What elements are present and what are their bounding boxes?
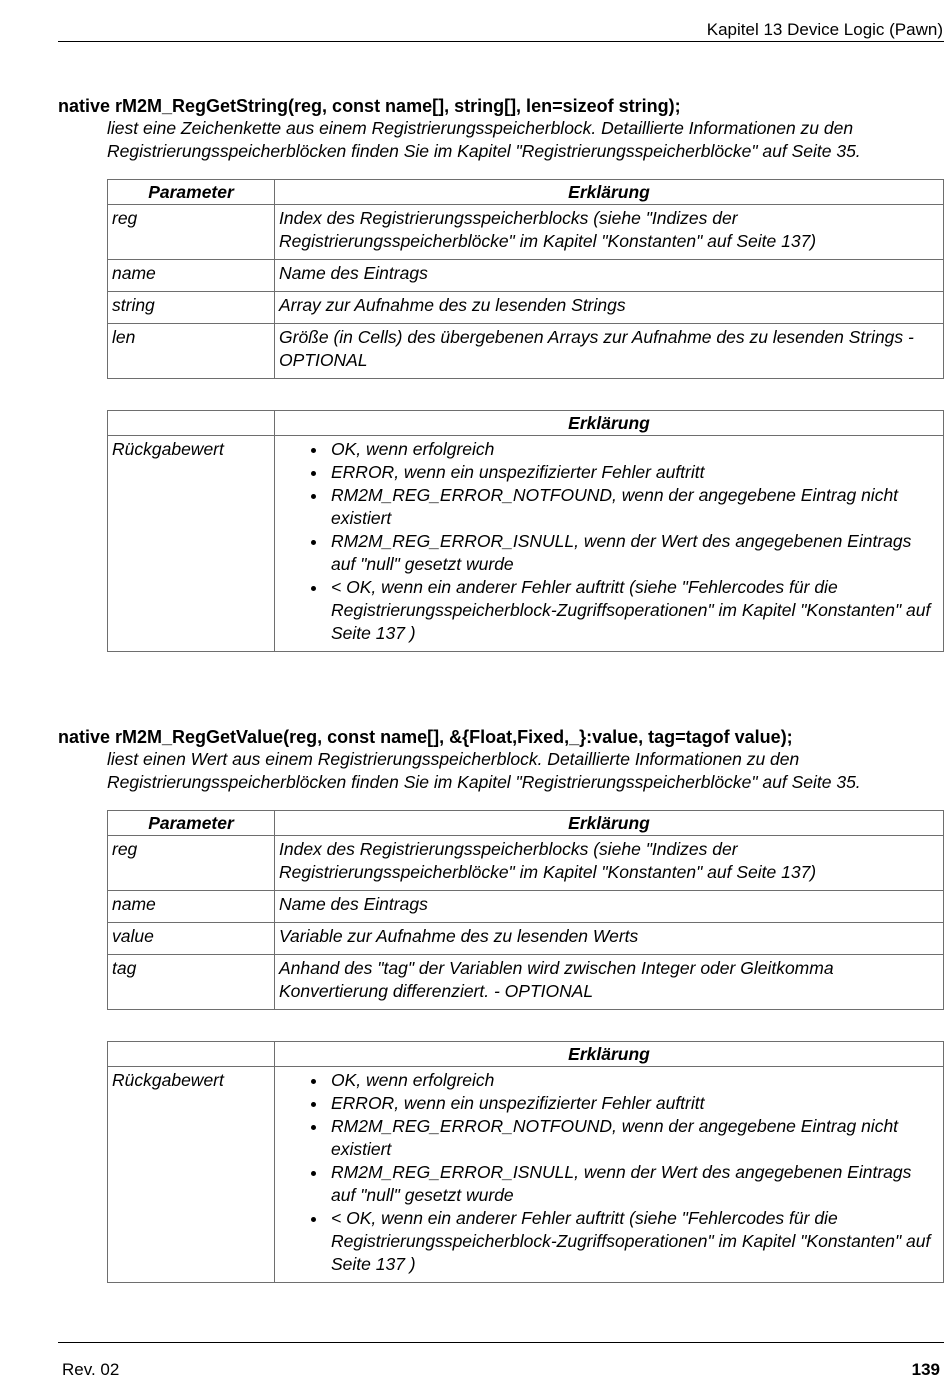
param-name: tag [108,955,275,1010]
return-codes-list [279,1069,938,1276]
function-signature: native rM2M_RegGetValue(reg, const name[], &{Float,Fixed,_}:value, tag=tagof value); [58,727,793,747]
list-item: RM2M_REG_ERROR_ISNULL, wenn der Wert des angegebenen Eintrags auf "null" gesetzt wurde [331,530,938,576]
chapter-title: Kapitel 13 Device Logic (Pawn) [706,20,943,39]
function-signature: native rM2M_RegGetString(reg, const name[], string[], len=sizeof string); [58,96,681,116]
header-erklaerung: Erklärung [275,180,944,205]
param-description: Variable zur Aufnahme des zu lesenden Werts [275,923,944,955]
header-empty-cell [108,411,275,436]
list-item: < OK, wenn ein anderer Fehler auftritt (siehe "Fehlercodes für die Registrierungsspeicherblock-Zugriffsoperationen" im Kapitel "Konstanten" auf Seite 137 ) [331,1207,938,1276]
param-description: Anhand des "tag" der Variablen wird zwischen Integer oder Gleitkomma Konvertierung differenziert. - OPTIONAL [275,955,944,1010]
parameter-table [107,810,944,1010]
table-row [108,324,944,379]
header-erklaerung: Erklärung [275,1042,944,1067]
table-row [108,923,944,955]
header-erklaerung: Erklärung [275,411,944,436]
header-parameter: Parameter [108,811,275,836]
function-section-reggetstring [58,95,944,652]
table-row [108,292,944,324]
header-erklaerung: Erklärung [275,811,944,836]
list-item: RM2M_REG_ERROR_NOTFOUND, wenn der angegebene Eintrag nicht existiert [331,484,938,530]
param-description: Array zur Aufnahme des zu lesenden Strings [275,292,944,324]
return-value-table [107,410,944,652]
function-description: liest eine Zeichenkette aus einem Registrierungsspeicherblock. Detaillierte Informationen zu den Registrierungsspeicherblöcken finden Sie im Kapitel "Registrierungsspeicherblöcke" auf Seite 35. [107,118,861,161]
list-item: < OK, wenn ein anderer Fehler auftritt (siehe "Fehlercodes für die Registrierungsspeicherblock-Zugriffsoperationen" im Kapitel "Konstanten" auf Seite 137 ) [331,576,938,645]
param-description: Größe (in Cells) des übergebenen Arrays zur Aufnahme des zu lesenden Strings - OPTIONAL [275,324,944,379]
revision-label: Rev. 02 [62,1360,120,1379]
param-description: Name des Eintrags [275,891,944,923]
table-row [108,955,944,1010]
page-number: 139 [911,1360,940,1379]
param-name: reg [108,836,275,891]
header-empty-cell [108,1042,275,1067]
param-description: Name des Eintrags [275,260,944,292]
table-row [108,205,944,260]
param-name: name [108,891,275,923]
header-rule [58,41,944,42]
list-item: OK, wenn erfolgreich [331,438,938,461]
list-item: OK, wenn erfolgreich [331,1069,938,1092]
return-codes-cell [275,436,944,652]
list-item: ERROR, wenn ein unspezifizierter Fehler auftritt [331,461,938,484]
param-name: len [108,324,275,379]
table-header-row [108,411,944,436]
table-row [108,1067,944,1283]
table-header-row [108,811,944,836]
param-name: string [108,292,275,324]
table-row [108,836,944,891]
param-name: reg [108,205,275,260]
footer-rule [58,1342,944,1343]
function-description: liest einen Wert aus einem Registrierungsspeicherblock. Detaillierte Informationen zu den Registrierungsspeicherblöcken finden Sie im Kapitel "Registrierungsspeicherblöcke" auf Seite 35. [107,749,861,792]
list-item: RM2M_REG_ERROR_NOTFOUND, wenn der angegebene Eintrag nicht existiert [331,1115,938,1161]
header-parameter: Parameter [108,180,275,205]
return-codes-cell [275,1067,944,1283]
return-label: Rückgabewert [108,1067,275,1283]
list-item: ERROR, wenn ein unspezifizierter Fehler auftritt [331,1092,938,1115]
param-description: Index des Registrierungsspeicherblocks (siehe "Indizes der Registrierungsspeicherblöcke" im Kapitel "Konstanten" auf Seite 137) [275,205,944,260]
table-row [108,260,944,292]
param-description: Index des Registrierungsspeicherblocks (siehe "Indizes der Registrierungsspeicherblöcke" im Kapitel "Konstanten" auf Seite 137) [275,836,944,891]
param-name: value [108,923,275,955]
function-section-reggetvalue [58,726,944,1283]
return-label: Rückgabewert [108,436,275,652]
parameter-table [107,179,944,379]
return-value-table [107,1041,944,1283]
param-name: name [108,260,275,292]
return-codes-list [279,438,938,645]
list-item: RM2M_REG_ERROR_ISNULL, wenn der Wert des angegebenen Eintrags auf "null" gesetzt wurde [331,1161,938,1207]
table-row [108,891,944,923]
table-row [108,436,944,652]
table-header-row [108,1042,944,1067]
table-header-row [108,180,944,205]
